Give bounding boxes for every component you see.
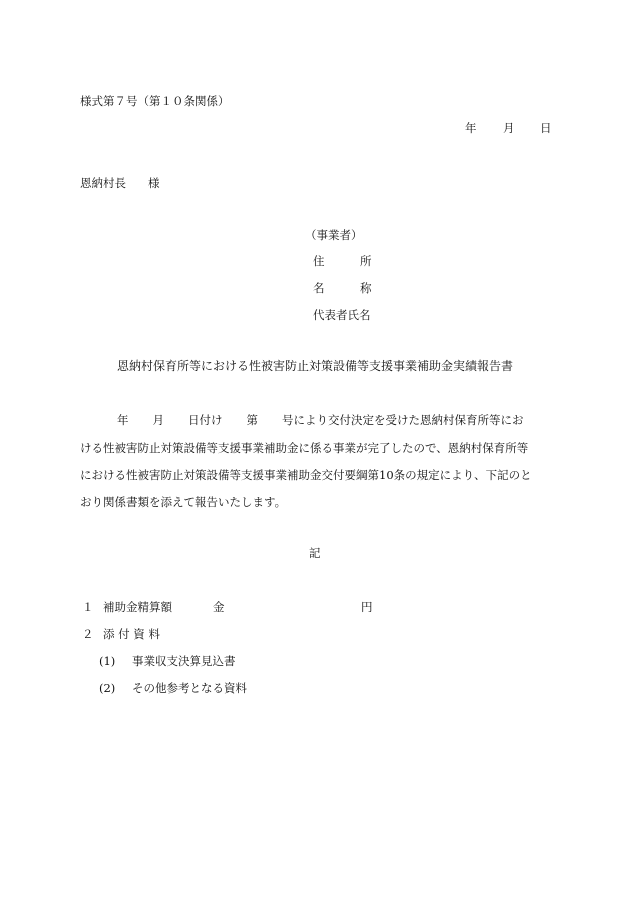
addressee-name: 恩納村長 — [80, 176, 126, 190]
name-label-1: 名 — [313, 281, 325, 295]
address-label-1: 住 — [313, 254, 325, 268]
date-day-label: 日 — [540, 121, 552, 135]
body-year: 年 — [117, 413, 129, 427]
item-1-kin: 金 — [213, 600, 225, 614]
address-label-2: 所 — [360, 254, 372, 268]
document-title: 恩納村保育所等における性被害防止対策設備等支援事業補助金実績報告書 — [116, 359, 513, 373]
name-label-2: 称 — [360, 281, 372, 295]
ki-heading: 記 — [309, 546, 321, 560]
sub-item-1-number: (1) — [99, 654, 116, 668]
sub-item-2-number: (2) — [99, 681, 116, 695]
representative-label: 代表者氏名 — [313, 308, 371, 322]
body-line-1-rest: 号により交付決定を受けた恩納村保育所等にお — [282, 413, 524, 427]
form-number: 様式第７号（第１０条関係） — [80, 94, 230, 108]
item-1-number: １ — [82, 600, 94, 614]
body-day: 日付け — [188, 413, 223, 427]
sub-item-2-label: その他参考となる資料 — [132, 681, 247, 695]
body-line-4: おり関係書類を添えて報告いたします。 — [80, 495, 287, 509]
date-year-label: 年 — [465, 121, 477, 135]
item-2-number: ２ — [82, 627, 94, 641]
body-line-1 — [117, 415, 524, 427]
date-month-label: 月 — [503, 121, 515, 135]
sub-item-1-label: 事業収支決算見込書 — [132, 654, 236, 668]
item-2-label: 添 付 資 料 — [103, 627, 160, 641]
item-1-yen: 円 — [361, 600, 373, 614]
body-line-2: ける性被害防止対策設備等支援事業補助金に係る事業が完了したので、恩納村保育所等 — [80, 441, 529, 455]
applicant-header: （事業者） — [305, 228, 363, 242]
addressee — [80, 178, 160, 190]
body-month: 月 — [152, 413, 164, 427]
body-line-3: における性被害防止対策設備等支援事業補助金交付要綱第10条の規定により、下記のと — [80, 468, 532, 482]
body-no: 第 — [246, 413, 258, 427]
item-1-label: 補助金精算額 — [103, 600, 172, 614]
addressee-honorific: 様 — [148, 176, 160, 190]
